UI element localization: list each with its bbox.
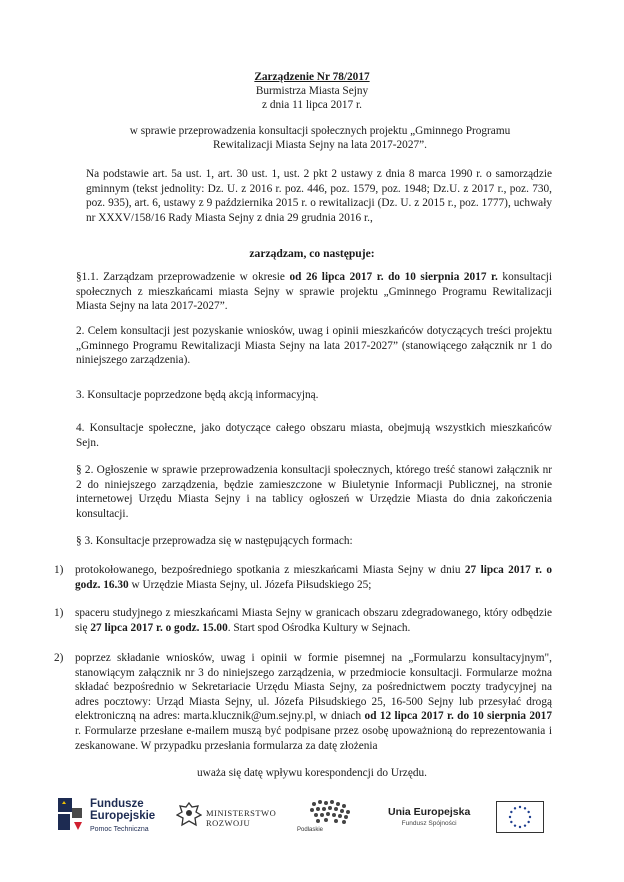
legal-basis: Na podstawie art. 5a ust. 1, art. 30 ust. 1, ust. 2 pkt 2 ustawy z dnia 8 marca 1990 r. o samorządzie gminnym (tekst jednolity: Dz. U. z 2016 r. poz. 446, poz. 1579, poz. 1948; Dz.U. z 2017 r., poz. 730, poz. 935), art. 6, ustawy z 9 października 2015 r. o rewitalizacji (Dz. U. z 2015 r., poz. 1777), uchwały nr XXXV/158/16 Rady Miasta Sejny z dnia 29 grudnia 2016 r., [86,168,552,224]
list-item-text: protokołowanego, bezpośredniego spotkania z mieszkańcami Miasta Sejny w dniu 27 lipca 2017 r. o godz. 16.30 w Urzędzie Miasta Sejny, ul. Józefa Piłsudskiego 25; [75,564,552,591]
paragraph-1-2: 2. Celem konsultacji jest pozyskanie wniosków, uwag i opinii mieszkańców dotyczących treści projektu „Gminnego Programu Rewitalizacji Miasta Sejny na lata 2017-2027” (stanowiącego załącznik nr 1 do niniejszego zarządzenia). [76,325,552,367]
decree-line: zarządzam, co następuje: [249,247,375,260]
list-item-text: poprzez składanie wniosków, uwag i opinii w formie pisemnej na „Formularzu konsultacyjnym", stanowiącym załącznik nr 3 do niniejszego zarządzenia, w przedmiocie konsultacji. Formularze można składać bezpośrednio w Sekretariacie Urzędu Miasta Sejny, za pośrednictwem poczty tradycyjnej na adres pocztowy: Urząd Miasta Sejny, ul. Józefa Piłsudskiego 25, 16-500 Sejny lub przesyłać drogą elektroniczną na adres: marta.klucznik@um.sejny.pl, w dniach od 12 lipca 2017 r. do 10 sierpnia 2017 r. Formularze przesłane e-mailem muszą być podpisane przez osobę upoważnioną do reprezentowania i zeskanowane. W przypadku przesłania formularza za datę złożenia [75,652,552,752]
paragraph-text: konsultacji społecznych z mieszkańcami miasta Sejny w sprawie projektu „Gminnego Programu Rewitalizacji Miasta Sejny na lata 2017-2027”. [76,271,552,313]
paragraph-2: § 2. Ogłoszenie w sprawie przeprowadzenia konsultacji społecznych, którego treść stanowi załącznik nr 2 do niniejszego zarządzenia, będzie zamieszczone w Biuletynie Informacji Publicznej, na stronie internetowej Urzędu Miasta Sejny i na tablicy ogłoszeń w Urzędzie Miasta do dnia zakończenia konsultacji. [76,464,552,520]
eu-star-icon [514,824,516,826]
issuing-authority: Burmistrza Miasta Sejny [255,85,369,97]
closing-line: uważa się datę wpływu korespondencji do Urzędu. [197,767,427,779]
unia-europejska-text [388,806,470,830]
eu-star-icon [509,816,511,818]
podlaskie-bison-logo [306,798,356,826]
eu-star-icon [519,826,521,828]
paragraph-text: §1.1. Zarządzam przeprowadzenie w okresie [76,271,290,283]
eu-star-icon [527,821,529,823]
paragraph-1-4: 4. Konsultacje społeczne, jako dotyczące całego obszaru miasta, obejmują wszystkich mieszkańców Sejn. [76,422,552,449]
document-date: z dnia 11 lipca 2017 r. [262,99,362,111]
list-item-number: 1) [54,607,64,619]
eu-star-icon [524,824,526,826]
eu-star-icon [529,816,531,818]
eu-star-icon [519,806,521,808]
consultation-period: od 26 lipca 2017 r. do 10 sierpnia 2017 r. [289,271,498,283]
list-item-number: 2) [54,652,64,664]
fe-line-3: Pomoc Techniczna [90,826,149,833]
eu-star-icon [510,811,512,813]
ministerstwo-rozwoju-text [206,808,276,828]
meeting-date: 27 lipca 2017 r. o godz. 16.30 [75,564,552,591]
fe-line-1: Fundusze [90,798,144,810]
mr-line-1: MINISTERSTWO [206,808,277,818]
paragraph-3: § 3. Konsultacje przeprowadza się w następujących formach: [76,535,353,547]
ue-line-1: Unia Europejska [388,806,471,818]
document-header [0,70,624,112]
eu-star-icon [514,807,516,809]
mr-line-2: ROZWOJU [206,818,251,828]
document-title: Zarządzenie Nr 78/2017 [254,71,370,83]
fundusze-europejskie-text [90,798,155,836]
fundusze-europejskie-logo [54,796,88,834]
fe-line-2: Europejskie [90,810,156,822]
paragraph-1-3: 3. Konsultacje poprzedzone będą akcją informacyjną. [76,389,319,401]
list-item-text: spaceru studyjnego z mieszkańcami Miasta Sejny w granicach obszaru zdegradowanego, który odbędzie się 27 lipca 2017 r. o godz. 15.00. Start spod Ośrodka Kultury w Sejnach. [75,607,552,634]
eu-star-icon [510,821,512,823]
walk-date: 27 lipca 2017 r. o godz. 15.00 [90,621,228,634]
ue-line-2: Fundusz Spójności [401,820,457,827]
list-item-number: 1) [54,564,64,576]
eu-star-icon [524,807,526,809]
eu-star-icon [527,811,529,813]
polish-eagle-emblem [176,800,202,830]
submission-period: od 12 lipca 2017 r. do 10 sierpnia 2017 [364,710,552,723]
podlaskie-text: Podlaskie [297,827,324,833]
paragraph-1-1 [76,270,552,314]
document-subject: w sprawie przeprowadzenia konsultacji społecznych projektu „Gminnego Programu Rewitalizacji Miasta Sejny na lata 2017-2027”. [129,125,511,151]
eu-flag-icon [496,801,544,833]
